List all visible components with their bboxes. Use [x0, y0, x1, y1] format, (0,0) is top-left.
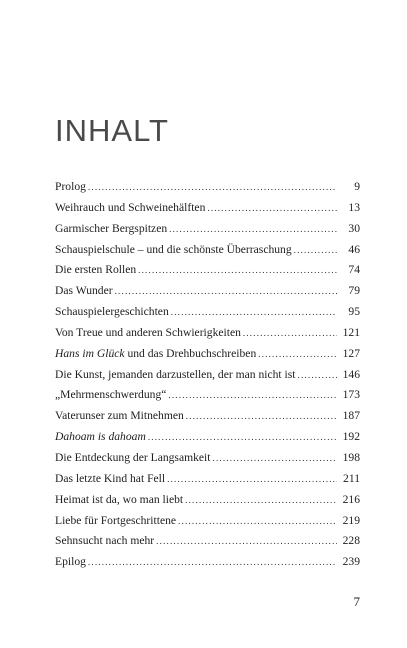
dot-leader	[168, 389, 337, 402]
toc-entry-page: 198	[342, 450, 360, 464]
toc-entry	[55, 368, 360, 389]
toc-entry-title: Garmischer Bergspitzen	[55, 221, 168, 235]
dot-leader	[156, 535, 337, 548]
toc-entry-title: Weihrauch und Schweinehälften	[55, 200, 206, 214]
toc-entry	[55, 222, 360, 243]
toc-entry	[55, 347, 360, 368]
toc-heading: INHALT	[55, 113, 169, 148]
table-of-contents	[55, 180, 360, 576]
toc-entry-page: 79	[348, 284, 360, 298]
toc-entry	[55, 201, 360, 222]
toc-entry-page: 46	[348, 242, 360, 256]
toc-entry	[55, 263, 360, 284]
toc-entry	[55, 534, 360, 555]
dot-leader	[213, 452, 338, 465]
toc-entry	[55, 326, 360, 347]
toc-entry-title: Von Treue und anderen Schwierigkeiten	[55, 325, 241, 339]
toc-entry-page: 192	[342, 430, 360, 444]
toc-entry	[55, 514, 360, 535]
dot-leader	[167, 473, 337, 486]
dot-leader	[169, 223, 337, 236]
toc-entry	[55, 430, 360, 451]
toc-entry	[55, 555, 360, 576]
toc-entry	[55, 451, 360, 472]
toc-entry-title: Schauspielschule – und die schönste Überraschung	[55, 242, 292, 256]
toc-entry-page: 211	[343, 471, 360, 485]
dot-leader	[171, 306, 337, 319]
toc-entry-title: Prolog	[55, 180, 86, 193]
dot-leader	[186, 410, 337, 423]
toc-entry-title: Das Wunder	[55, 284, 113, 298]
toc-entry	[55, 472, 360, 493]
toc-entry	[55, 243, 360, 264]
dot-leader	[207, 202, 337, 215]
toc-entry-title-italic-part: Hans im Glück	[55, 346, 125, 360]
toc-entry-title: Sehnsucht nach mehr	[55, 534, 155, 548]
toc-entry-title: Die ersten Rollen	[55, 263, 137, 277]
toc-entry	[55, 409, 360, 430]
dot-leader	[88, 556, 337, 569]
toc-entry-page: 30	[348, 221, 360, 235]
toc-entry-page: 95	[348, 305, 360, 319]
toc-entry-page: 187	[342, 409, 360, 423]
toc-entry-page: 219	[342, 513, 360, 527]
dot-leader	[298, 369, 337, 382]
dot-leader	[115, 285, 337, 298]
toc-entry-title-rest: und das Drehbuchschreiben	[124, 346, 257, 360]
toc-entry-title: Dahoam is dahoam	[55, 430, 146, 444]
dot-leader	[138, 264, 337, 277]
toc-entry-title: Das letzte Kind hat Fell	[55, 471, 166, 485]
toc-entry-page: 239	[342, 555, 360, 569]
toc-entry-title	[55, 347, 258, 360]
toc-entry-page: 121	[342, 325, 360, 339]
toc-entry	[55, 493, 360, 514]
page-number: 7	[353, 594, 360, 609]
toc-entry-page: 173	[342, 388, 360, 402]
toc-entry-title: Schauspielergeschichten	[55, 305, 169, 319]
toc-entry-page: 13	[348, 200, 360, 214]
dot-leader	[88, 181, 337, 194]
toc-entry-title: Die Kunst, jemanden darzustellen, der man nicht ist	[55, 367, 296, 381]
toc-entry-page: 228	[342, 534, 360, 548]
toc-entry	[55, 180, 360, 201]
toc-entry-page: 74	[348, 263, 360, 277]
toc-entry-title: Vaterunser zum Mitnehmen	[55, 409, 184, 423]
toc-entry	[55, 388, 360, 409]
toc-entry-page: 216	[342, 492, 360, 506]
toc-entry-page: 127	[342, 346, 360, 360]
toc-entry-title: Die Entdeckung der Langsamkeit	[55, 450, 211, 464]
toc-entry-page: 9	[354, 180, 360, 193]
dot-leader	[294, 244, 337, 257]
toc-entry-title: „Mehrmenschwerdung“	[55, 388, 167, 402]
dot-leader	[258, 348, 337, 361]
toc-entry-title: Liebe für Fortgeschrittene	[55, 513, 177, 527]
dot-leader	[148, 431, 337, 444]
toc-entry-title: Epilog	[55, 555, 86, 569]
dot-leader	[178, 515, 337, 528]
toc-entry-page: 146	[342, 367, 360, 381]
dot-leader	[243, 327, 337, 340]
toc-entry	[55, 305, 360, 326]
dot-leader	[185, 494, 337, 507]
toc-entry-title: Heimat ist da, wo man liebt	[55, 492, 184, 506]
toc-entry	[55, 284, 360, 305]
